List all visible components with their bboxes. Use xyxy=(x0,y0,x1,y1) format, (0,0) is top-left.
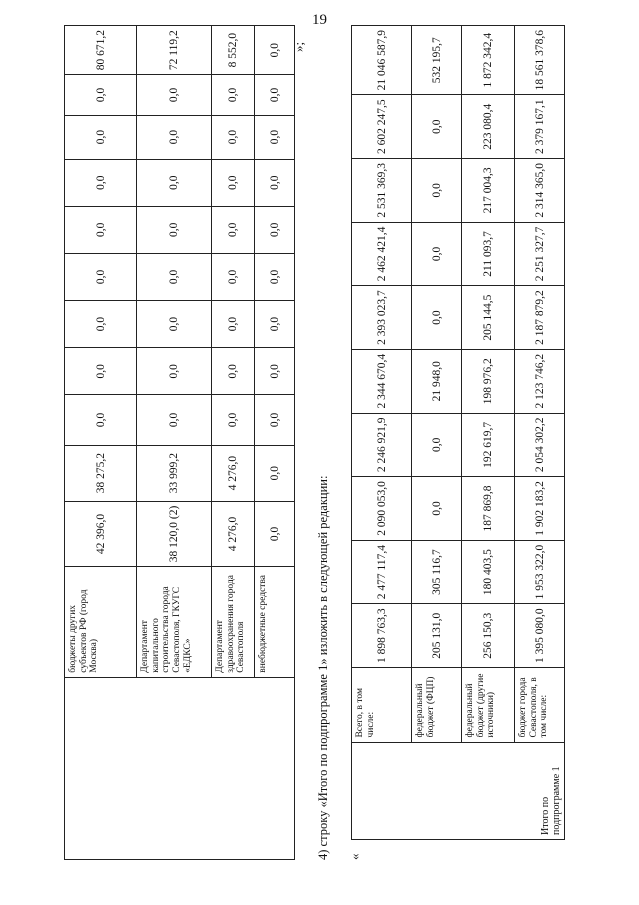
lower-cell: 205 144,5 xyxy=(462,286,515,350)
upper-cell: 0,0 xyxy=(65,253,137,300)
upper-cell: 0,0 xyxy=(137,348,212,395)
upper-cell: 0,0 xyxy=(255,348,295,395)
upper-cell: 33 999,2 xyxy=(137,445,212,501)
upper-cell: 0,0 xyxy=(255,159,295,206)
lower-table-title: Итого по подпрограмме 1 xyxy=(352,742,565,839)
opening-quote: « xyxy=(347,853,362,860)
upper-cell: 0,0 xyxy=(255,301,295,348)
lower-cell: 18 561 378,6 xyxy=(515,26,565,95)
upper-cell: 0,0 xyxy=(65,395,137,445)
lower-cell: 2 393 023,7 xyxy=(352,286,412,350)
upper-cell: 38 275,2 xyxy=(65,445,137,501)
lower-cell: 1 898 763,3 xyxy=(352,604,412,668)
lower-cell: 0,0 xyxy=(412,95,462,159)
lower-cell: 305 116,7 xyxy=(412,540,462,604)
upper-cell: 0,0 xyxy=(137,115,212,159)
lower-cell: 2 602 247,5 xyxy=(352,95,412,159)
upper-table xyxy=(64,25,295,860)
upper-cell: 42 396,0 xyxy=(65,501,137,567)
lower-cell: 211 093,7 xyxy=(462,222,515,286)
upper-cell: 0,0 xyxy=(212,75,255,115)
upper-cell: 0,0 xyxy=(212,159,255,206)
upper-row-label: внебюджетные средства xyxy=(255,567,295,678)
lower-cell: 2 314 365,0 xyxy=(515,159,565,223)
upper-cell: 0,0 xyxy=(212,301,255,348)
lower-cell: 2 246 921,9 xyxy=(352,413,412,477)
lower-cell: 2 123 746,2 xyxy=(515,349,565,413)
lower-cell: 2 187 879,2 xyxy=(515,286,565,350)
upper-cell: 0,0 xyxy=(137,75,212,115)
lower-row-label: федеральный бюджет (другие источники) xyxy=(462,668,515,743)
rotated-content xyxy=(64,25,584,860)
lower-cell: 0,0 xyxy=(412,286,462,350)
upper-cell: 0,0 xyxy=(255,395,295,445)
upper-cell: 0,0 xyxy=(65,348,137,395)
upper-cell: 0,0 xyxy=(137,206,212,253)
upper-cell: 0,0 xyxy=(65,75,137,115)
lower-cell: 187 869,8 xyxy=(462,477,515,541)
upper-cell: 0,0 xyxy=(255,26,295,75)
upper-cell: 72 119,2 xyxy=(137,26,212,75)
lower-cell: 192 619,7 xyxy=(462,413,515,477)
lower-cell: 21 948,0 xyxy=(412,349,462,413)
lower-cell: 223 080,4 xyxy=(462,95,515,159)
upper-cell: 0,0 xyxy=(137,395,212,445)
lower-cell: 0,0 xyxy=(412,477,462,541)
lower-cell: 2 477 117,4 xyxy=(352,540,412,604)
upper-cell: 0,0 xyxy=(212,348,255,395)
upper-cell: 0,0 xyxy=(212,115,255,159)
upper-cell: 0,0 xyxy=(255,75,295,115)
lower-row-label: бюджет города Севастополя, в том числе: xyxy=(515,668,565,743)
lower-cell: 2 344 670,4 xyxy=(352,349,412,413)
lower-cell: 1 395 080,0 xyxy=(515,604,565,668)
lower-cell: 0,0 xyxy=(412,413,462,477)
upper-cell: 0,0 xyxy=(65,301,137,348)
instruction-text: 4) строку «Итого по подпрограмме 1» изложить в следующей редакции: xyxy=(316,475,330,860)
lower-cell: 1 902 183,2 xyxy=(515,477,565,541)
upper-cell: 0,0 xyxy=(255,115,295,159)
upper-cell: 0,0 xyxy=(212,206,255,253)
upper-cell: 0,0 xyxy=(212,253,255,300)
upper-cell: 0,0 xyxy=(212,395,255,445)
lower-row-label: Всего, в том числе: xyxy=(352,668,412,743)
upper-cell: 0,0 xyxy=(65,159,137,206)
upper-row-label: Департамент здравоохранения города Севастополя xyxy=(212,567,255,678)
lower-cell: 180 403,5 xyxy=(462,540,515,604)
lower-row-label: федеральный бюджет (ФЦП) xyxy=(412,668,462,743)
upper-cell: 8 552,0 xyxy=(212,26,255,75)
upper-table-first-cell xyxy=(65,677,295,859)
upper-cell: 0,0 xyxy=(255,445,295,501)
upper-cell: 0,0 xyxy=(65,115,137,159)
upper-cell: 0,0 xyxy=(255,501,295,567)
lower-cell: 1 872 342,4 xyxy=(462,26,515,95)
lower-cell: 256 150,3 xyxy=(462,604,515,668)
lower-cell: 532 195,7 xyxy=(412,26,462,95)
lower-cell: 2 054 302,2 xyxy=(515,413,565,477)
lower-cell: 1 953 322,0 xyxy=(515,540,565,604)
upper-cell: 4 276,0 xyxy=(212,501,255,567)
lower-cell: 198 976,2 xyxy=(462,349,515,413)
lower-cell: 205 131,0 xyxy=(412,604,462,668)
lower-cell: 2 379 167,1 xyxy=(515,95,565,159)
upper-cell: 38 120,0 (2) xyxy=(137,501,212,567)
closing-quote: »; xyxy=(291,41,306,52)
upper-cell: 0,0 xyxy=(255,253,295,300)
lower-cell: 2 251 327,7 xyxy=(515,222,565,286)
lower-cell: 0,0 xyxy=(412,222,462,286)
upper-row-label: бюджеты других субъектов РФ (город Москва) xyxy=(65,567,137,678)
page-number: 19 xyxy=(312,12,327,28)
lower-cell: 0,0 xyxy=(412,159,462,223)
upper-cell: 80 671,2 xyxy=(65,26,137,75)
upper-cell: 0,0 xyxy=(137,159,212,206)
lower-cell: 2 090 053,0 xyxy=(352,477,412,541)
lower-cell: 217 004,3 xyxy=(462,159,515,223)
upper-cell: 0,0 xyxy=(255,206,295,253)
upper-cell: 4 276,0 xyxy=(212,445,255,501)
upper-cell: 0,0 xyxy=(137,253,212,300)
upper-cell: 0,0 xyxy=(65,206,137,253)
lower-cell: 21 046 587,9 xyxy=(352,26,412,95)
lower-table xyxy=(351,25,565,840)
lower-cell: 2 531 369,3 xyxy=(352,159,412,223)
upper-row-label: Департамент капитального строительства города Севастополя, ГКУГС «ЕДКС» xyxy=(137,567,212,678)
lower-cell: 2 462 421,4 xyxy=(352,222,412,286)
upper-cell: 0,0 xyxy=(137,301,212,348)
